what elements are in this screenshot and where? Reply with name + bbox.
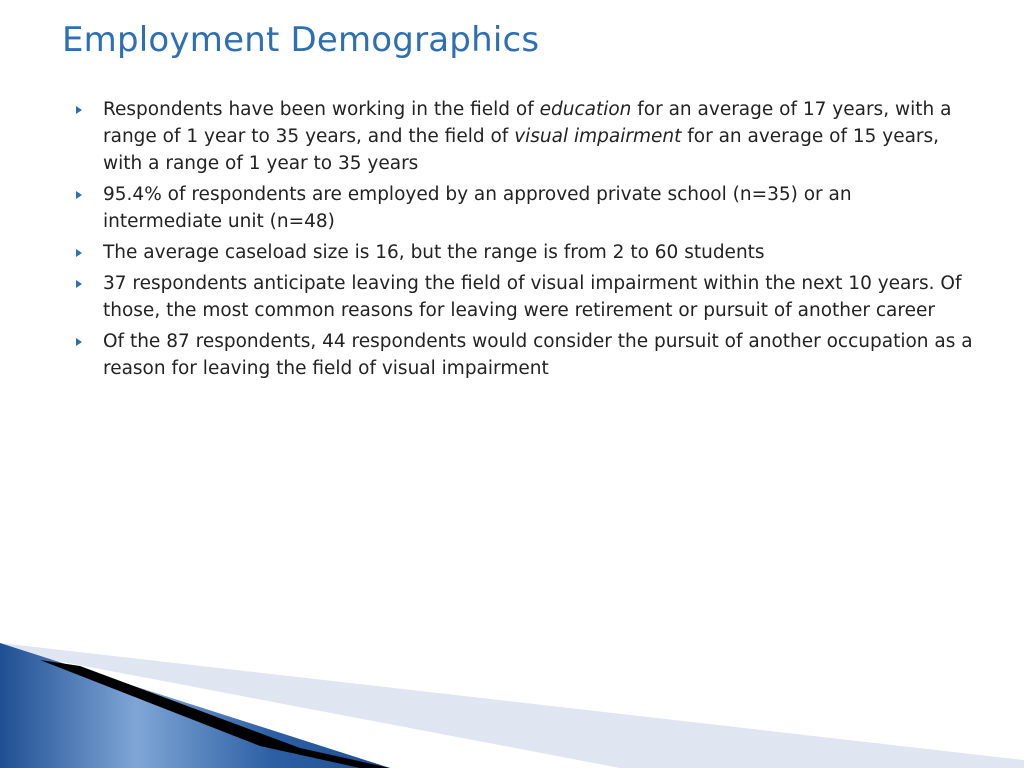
bullet-list xyxy=(74,96,974,386)
bullet-item xyxy=(74,96,974,177)
triangle-right-icon xyxy=(76,280,82,288)
triangle-right-icon xyxy=(76,249,82,257)
bullet-text: for an average of 17 years, with a range of 1 year to 35 years, and the field of xyxy=(103,99,952,147)
bullet-emphasis: education xyxy=(539,99,632,120)
footer-black-swoosh xyxy=(40,660,390,768)
bullet-text: 95.4% of respondents are employed by an approved private school (n=35) or an intermediate unit (n=48) xyxy=(103,184,852,232)
bullet-item xyxy=(74,181,974,235)
triangle-right-icon xyxy=(76,338,82,346)
footer-pale-band xyxy=(0,643,1024,768)
bullet-item xyxy=(74,239,974,266)
bullet-text: 37 respondents anticipate leaving the field of visual impairment within the next 10 years. Of those, the most common reasons for leaving were retirement or pursuit of another career xyxy=(103,273,962,321)
footer-blue-wedge xyxy=(0,643,390,768)
triangle-right-icon xyxy=(76,191,82,199)
bullet-text: for an average of 15 years, with a range of 1 year to 35 years xyxy=(103,126,940,174)
slide-title: Employment Demographics xyxy=(62,20,540,60)
bullet-item xyxy=(74,328,974,382)
triangle-right-icon xyxy=(76,106,82,114)
bullet-text: The average caseload size is 16, but the range is from 2 to 60 students xyxy=(103,242,765,263)
footer-decoration xyxy=(0,638,1024,768)
bullet-text: Of the 87 respondents, 44 respondents would consider the pursuit of another occupation as a reason for leaving the field of visual impairment xyxy=(103,331,973,379)
bullet-emphasis: visual impairment xyxy=(514,126,682,147)
bullet-item xyxy=(74,270,974,324)
bullet-text: Respondents have been working in the field of xyxy=(103,99,540,120)
